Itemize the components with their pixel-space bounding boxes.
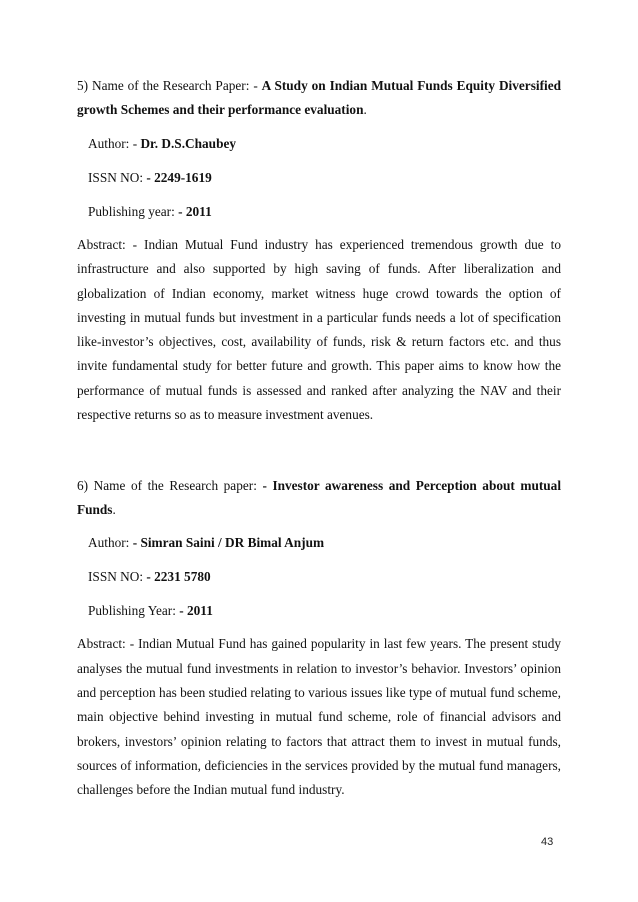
paper-title-suffix: . [363,102,367,117]
paper-title: - Investor awareness and Perception about mutual Funds [77,478,562,518]
paper-title-prefix: 5) Name of the Research Paper: - [77,78,262,93]
year-value: - 2011 [178,204,212,219]
page-number: 43 [541,836,554,848]
issn-label: ISSN NO: [88,170,147,185]
paper-abstract [77,233,561,427]
author-name: - Simran Saini / DR Bimal Anjum [132,535,325,551]
author-label: Author: - [88,136,141,151]
paper-year-line [77,602,561,620]
paper-title-line [77,474,561,522]
issn-label: ISSN NO: [88,569,147,585]
paper-abstract [77,632,561,802]
abstract-label: Abstract: [77,636,130,652]
author-name: Dr. D.S.Chaubey [140,136,237,151]
paper-entry-5 [77,74,561,427]
paper-title-prefix: 6) Name of the Research paper: [77,478,263,494]
year-label: Publishing Year: [88,603,180,619]
paper-title: A Study on Indian Mutual Funds Equity Diversified growth Schemes and their performance evaluation [77,78,561,117]
paper-entry-6 [77,474,561,802]
paper-author-line [77,534,561,552]
paper-title-suffix: . [112,502,116,518]
paper-year-line [77,203,561,221]
paper-issn-line [77,169,561,187]
abstract-text: - Indian Mutual Fund has gained popularity in last few years. The present study analyses the mutual fund investments in relation to investor’s behavior. Investors’ opinion and perception has been studied relating to various issues like type of mutual fund scheme, main objective behind investing in mutual fund scheme, role of financial advisors and brokers, investors’ opinion relating to factors that attract them to invest in mutual funds, sources of information, deficiencies in the services provided by the mutual fund managers, challenges before the Indian mutual fund industry. [77,636,561,798]
year-value: - 2011 [179,603,213,619]
page-content [77,74,561,802]
author-label: Author: [88,535,133,551]
issn-value: - 2231 5780 [146,569,211,585]
abstract-text: Indian Mutual Fund industry has experienced tremendous growth due to infrastructure and also supported by high saving of funds. After liberalization and globalization of Indian economy, market witness huge crowd towards the option of investing in mutual funds but investment in a particular funds needs a lot of specification like-investor’s objectives, cost, availability of funds, risk & return factors etc. and thus invite fundamental study for better future and growth. This paper aims to know how the performance of mutual funds is assessed and ranked after analyzing the NAV and their respective returns so as to measure investment avenues. [77,237,561,423]
paper-author-line [77,135,561,153]
abstract-label: Abstract: - [77,237,145,252]
paper-issn-line [77,568,561,586]
paper-title-line [77,74,561,122]
year-label: Publishing year: [88,204,179,219]
issn-value: - 2249-1619 [146,170,212,185]
